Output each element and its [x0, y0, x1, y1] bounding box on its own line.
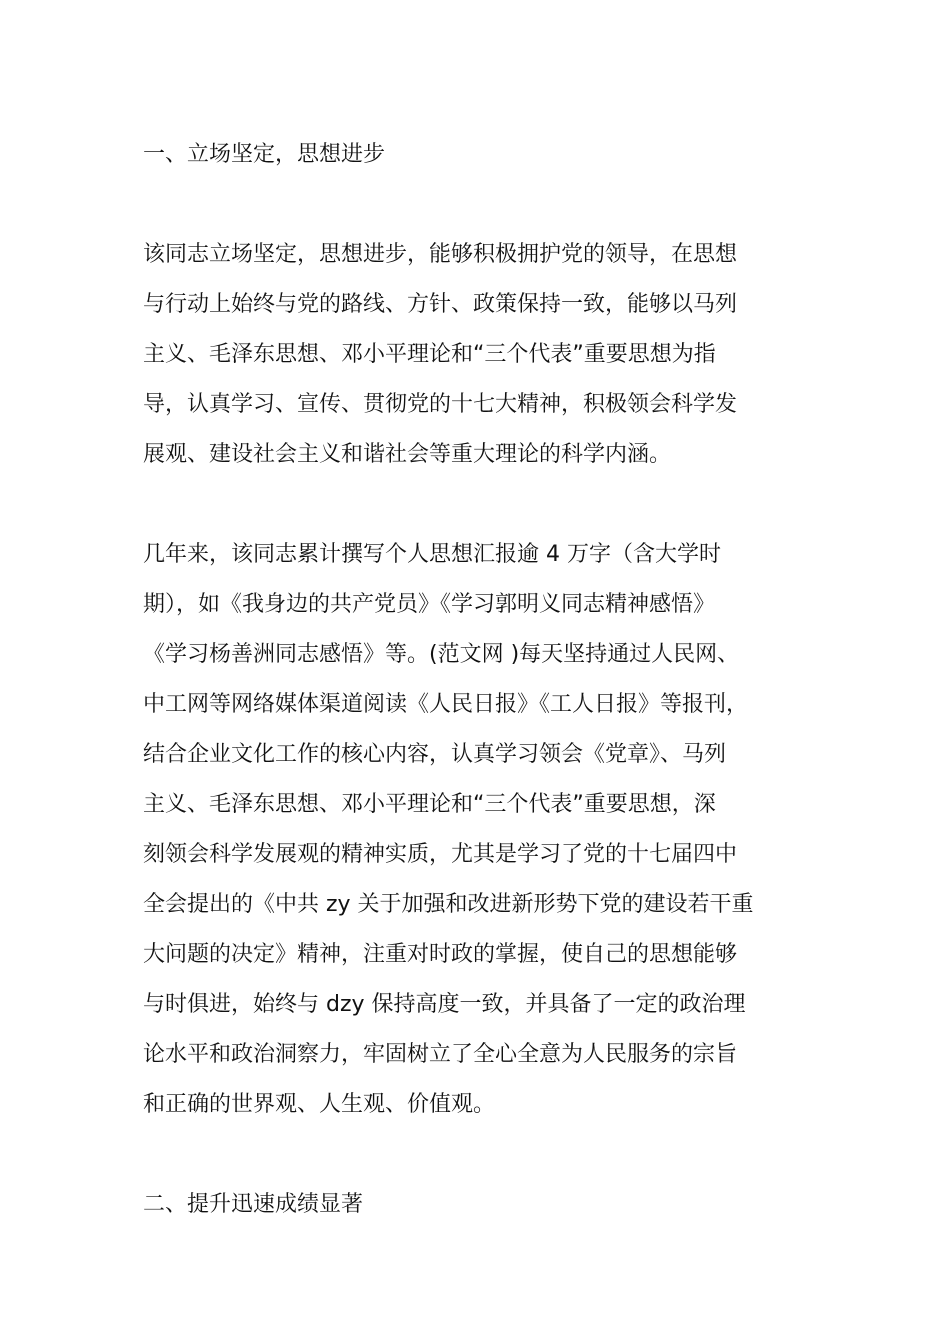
paragraph-2-line: 和正确的世界观、人生观、价值观。 [143, 1092, 496, 1117]
paragraph-1-line: 导，认真学习、宣传、贯彻党的十七大精神，积极领会科学发 [143, 392, 738, 417]
paragraph-2-line: 主义、毛泽东思想、邓小平理论和“三个代表”重要思想，深 [143, 792, 716, 817]
paragraph-2 [143, 530, 833, 1130]
document-body [143, 130, 833, 1230]
paragraph-1-line: 与行动上始终与党的路线、方针、政策保持一致，能够以马列 [143, 292, 738, 317]
paragraph-gap [143, 180, 833, 230]
paragraph-2-line: 与时俱进，始终与 dzy 保持高度一致，并具备了一定的政治理 [143, 992, 746, 1017]
paragraph-2-line: 中工网等网络媒体渠道阅读《人民日报》《工人日报》等报刊， [143, 692, 749, 717]
paragraph-2-line: 全会提出的《中共 zy 关于加强和改进新形势下党的建设若干重 [143, 892, 754, 917]
paragraph-2-line: 几年来，该同志累计撰写个人思想汇报逾 4 万字（含大学时 [143, 542, 721, 567]
section-heading-2: 二、提升迅速成绩显著 [143, 1192, 364, 1217]
paragraph-1 [143, 230, 833, 480]
paragraph-2-line: 论水平和政治洞察力，牢固树立了全心全意为人民服务的宗旨 [143, 1042, 738, 1067]
paragraph-2-line: 刻领会科学发展观的精神实质，尤其是学习了党的十七届四中 [143, 842, 738, 867]
section-heading-1: 一、立场坚定，思想进步 [143, 142, 386, 167]
paragraph-2-line: 大问题的决定》精神，注重对时政的掌握，使自己的思想能够 [143, 942, 738, 967]
paragraph-gap [143, 1130, 833, 1180]
paragraph-1-line: 展观、建设社会主义和谐社会等重大理论的科学内涵。 [143, 442, 672, 467]
paragraph-gap [143, 480, 833, 530]
paragraph-1-line: 主义、毛泽东思想、邓小平理论和“三个代表”重要思想为指 [143, 342, 716, 367]
paragraph-2-line: 期），如《我身边的共产党员》《学习郭明义同志精神感悟》 [143, 592, 716, 617]
paragraph-1-line: 该同志立场坚定，思想进步，能够积极拥护党的领导，在思想 [143, 242, 738, 267]
paragraph-2-line: 《学习杨善洲同志感悟》等。(范文网 )每天坚持通过人民网、 [143, 642, 740, 667]
paragraph-2-line: 结合企业文化工作的核心内容，认真学习领会《党章》、马列 [143, 742, 727, 767]
